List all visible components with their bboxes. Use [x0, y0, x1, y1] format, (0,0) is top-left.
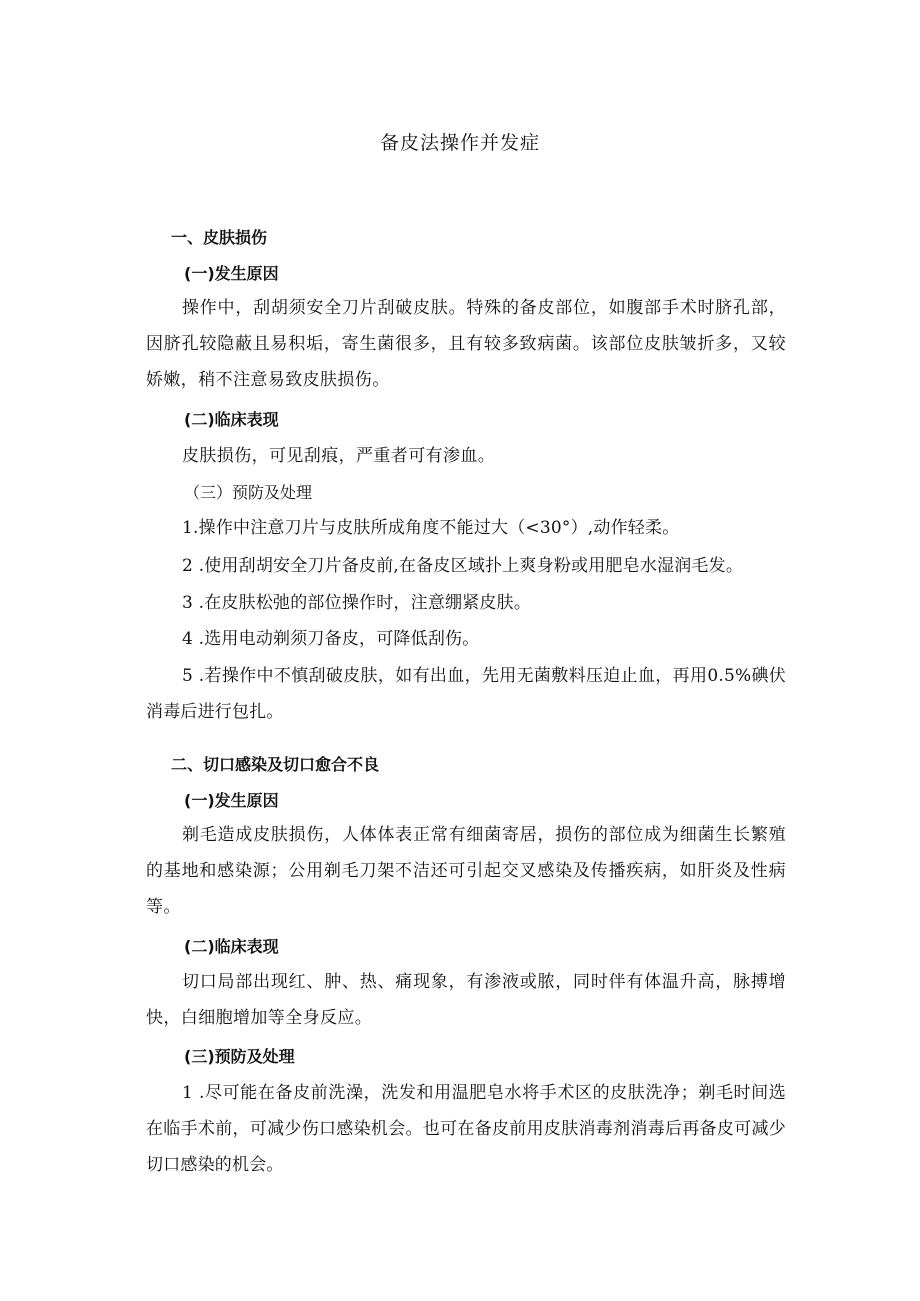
list-item: 5 .若操作中不慎刮破皮肤，如有出血，先用无菌敷料压迫止血，再用0.5%碘伏消毒后进行包扎。 — [146, 666, 786, 722]
subheading-clinical: (二)临床表现 — [184, 937, 279, 956]
subheading-prevention: (三)预防及处理 — [184, 1047, 295, 1066]
paragraph-cause: 操作中，刮胡须安全刀片刮破皮肤。特殊的备皮部位，如腹部手术时脐孔部，因脐孔较隐蔽且易积垢，寄生菌很多，且有较多致病菌。该部位皮肤皱折多，又较娇嫩，稍不注意易致皮肤损伤。 — [146, 298, 786, 390]
subheading-prevention: （三）预防及处理 — [184, 483, 313, 502]
subheading-clinical: (二)临床表现 — [184, 410, 279, 429]
section-heading-infection: 二、切口感染及切口愈合不良 — [171, 755, 380, 774]
list-item: 1.操作中注意刀片与皮肤所成角度不能过大（<30°）,动作轻柔。 — [182, 518, 680, 538]
list-item: 2 .使用刮胡安全刀片备皮前,在备皮区域扑上爽身粉或用肥皂水湿润毛发。 — [182, 556, 744, 576]
paragraph-cause: 剃毛造成皮肤损伤，人体体表正常有细菌寄居，损伤的部位成为细菌生长繁殖的基地和感染源；公用剃毛刀架不洁还可引起交叉感染及传播疾病，如肝炎及性病等。 — [146, 825, 786, 917]
list-item: 1 .尽可能在备皮前洗澡，洗发和用温肥皂水将手术区的皮肤洗净；剃毛时间选在临手术前，可减少伤口感染机会。也可在备皮前用皮肤消毒剂消毒后再备皮可减少切口感染的机会。 — [146, 1083, 786, 1175]
paragraph-clinical: 切口局部出现红、肿、热、痛现象，有渗液或脓，同时伴有体温升高，脉搏增快，白细胞增加等全身反应。 — [146, 972, 786, 1028]
list-item: 3 .在皮肤松弛的部位操作时，注意绷紧皮肤。 — [182, 593, 532, 613]
subheading-cause: (一)发生原因 — [184, 791, 279, 810]
paragraph-clinical: 皮肤损伤，可见刮痕，严重者可有渗血。 — [182, 446, 496, 466]
section-heading-skin-injury: 一、皮肤损伤 — [171, 228, 268, 247]
subheading-cause: (一)发生原因 — [184, 264, 279, 283]
document-title: 备皮法操作并发症 — [379, 132, 540, 154]
list-item: 4 .选用电动剃须刀备皮，可降低刮伤。 — [182, 629, 480, 649]
